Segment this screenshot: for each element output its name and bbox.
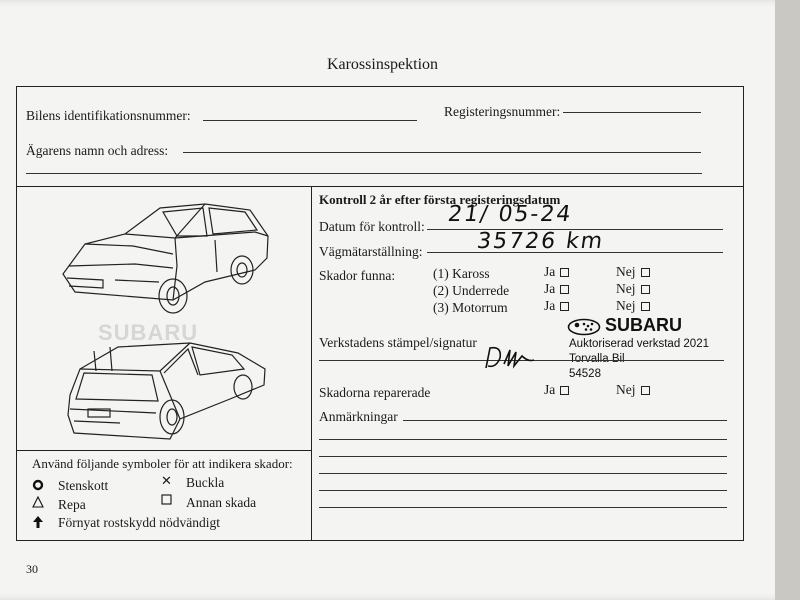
checkbox[interactable]	[560, 285, 569, 294]
repaired-yes-option[interactable]: Ja	[544, 382, 569, 398]
damage-item-kaross: (1) Kaross	[433, 266, 490, 281]
underrede-no-option[interactable]: Nej	[616, 281, 650, 297]
handwritten-signature	[482, 342, 538, 372]
section-divider	[16, 186, 744, 187]
checkbox[interactable]	[641, 268, 650, 277]
owner-label: Ägarens namn och adress:	[26, 143, 169, 158]
repaired-label: Skadorna reparerade	[319, 385, 431, 400]
stamp-line-authorized: Auktoriserad verkstad 2021	[569, 338, 709, 350]
stamp-signature-label: Verkstadens stämpel/signatur	[319, 335, 477, 350]
remarks-line[interactable]	[319, 507, 727, 508]
damage-item-underrede: (2) Underrede	[433, 283, 510, 298]
reg-field[interactable]	[563, 112, 701, 113]
legend-divider	[16, 450, 312, 451]
remarks-line[interactable]	[319, 456, 727, 457]
rostskydd-arrow-icon	[32, 515, 44, 533]
legend-repa-label: Repa	[58, 497, 86, 512]
checkbox[interactable]	[560, 386, 569, 395]
date-handwritten-value: 21/ 05-24	[446, 202, 575, 227]
column-divider	[311, 186, 312, 541]
legend-annan-label: Annan skada	[186, 495, 257, 510]
subaru-logo-icon	[567, 318, 601, 336]
owner-field-line2[interactable]	[26, 173, 702, 174]
vin-field[interactable]	[203, 120, 417, 121]
kaross-no-option[interactable]: Nej	[616, 264, 650, 280]
page-number: 30	[26, 562, 38, 576]
odometer-handwritten-value: 35726 km	[475, 229, 606, 254]
motorrum-yes-option[interactable]: Ja	[544, 298, 569, 314]
date-label: Datum för kontroll:	[319, 219, 425, 234]
car-front-view-drawing	[55, 196, 285, 321]
motorrum-no-option[interactable]: Nej	[616, 298, 650, 314]
stamp-brand: SUBARU	[605, 315, 683, 335]
damage-item-motorrum: (3) Motorrum	[433, 300, 508, 315]
vin-label: Bilens identifikationsnummer:	[26, 108, 191, 123]
buckla-cross-icon: ✕	[161, 474, 172, 489]
checkbox[interactable]	[641, 285, 650, 294]
remarks-line[interactable]	[319, 473, 727, 474]
checkbox[interactable]	[560, 268, 569, 277]
checkbox[interactable]	[641, 386, 650, 395]
owner-field[interactable]	[183, 152, 701, 153]
reg-label: Registeringsnummer:	[444, 104, 561, 119]
page-edge	[775, 0, 800, 600]
checkbox[interactable]	[560, 302, 569, 311]
stenskott-symbol-icon	[32, 479, 44, 495]
car-rear-view-drawing	[60, 335, 275, 445]
stamp-line-number: 54528	[569, 368, 601, 380]
legend-buckla-label: Buckla	[186, 475, 225, 490]
remarks-label: Anmärkningar	[319, 409, 398, 424]
legend-stenskott-label: Stenskott	[58, 478, 109, 493]
legend-heading: Använd följande symboler för att indikera skador:	[32, 456, 293, 471]
kaross-yes-option[interactable]: Ja	[544, 264, 569, 280]
repaired-no-option[interactable]: Nej	[616, 382, 650, 398]
subaru-watermark: SUBARU	[98, 320, 199, 345]
stamp-line-dealer: Torvalla Bil	[569, 353, 625, 365]
annan-skada-square-icon	[161, 494, 172, 509]
page-title: Karossinspektion	[326, 56, 439, 73]
damage-label: Skador funna:	[319, 268, 396, 283]
control-heading: Kontroll 2 år efter första registeringsdatum	[319, 192, 561, 207]
underrede-yes-option[interactable]: Ja	[544, 281, 569, 297]
legend-rostskydd-label: Förnyat rostskydd nödvändigt	[58, 515, 220, 530]
remarks-line[interactable]	[319, 439, 727, 440]
repa-triangle-icon	[32, 496, 44, 512]
checkbox[interactable]	[641, 302, 650, 311]
remarks-line[interactable]	[403, 420, 727, 421]
remarks-line[interactable]	[319, 490, 727, 491]
odometer-label: Vägmätarställning:	[319, 244, 423, 259]
